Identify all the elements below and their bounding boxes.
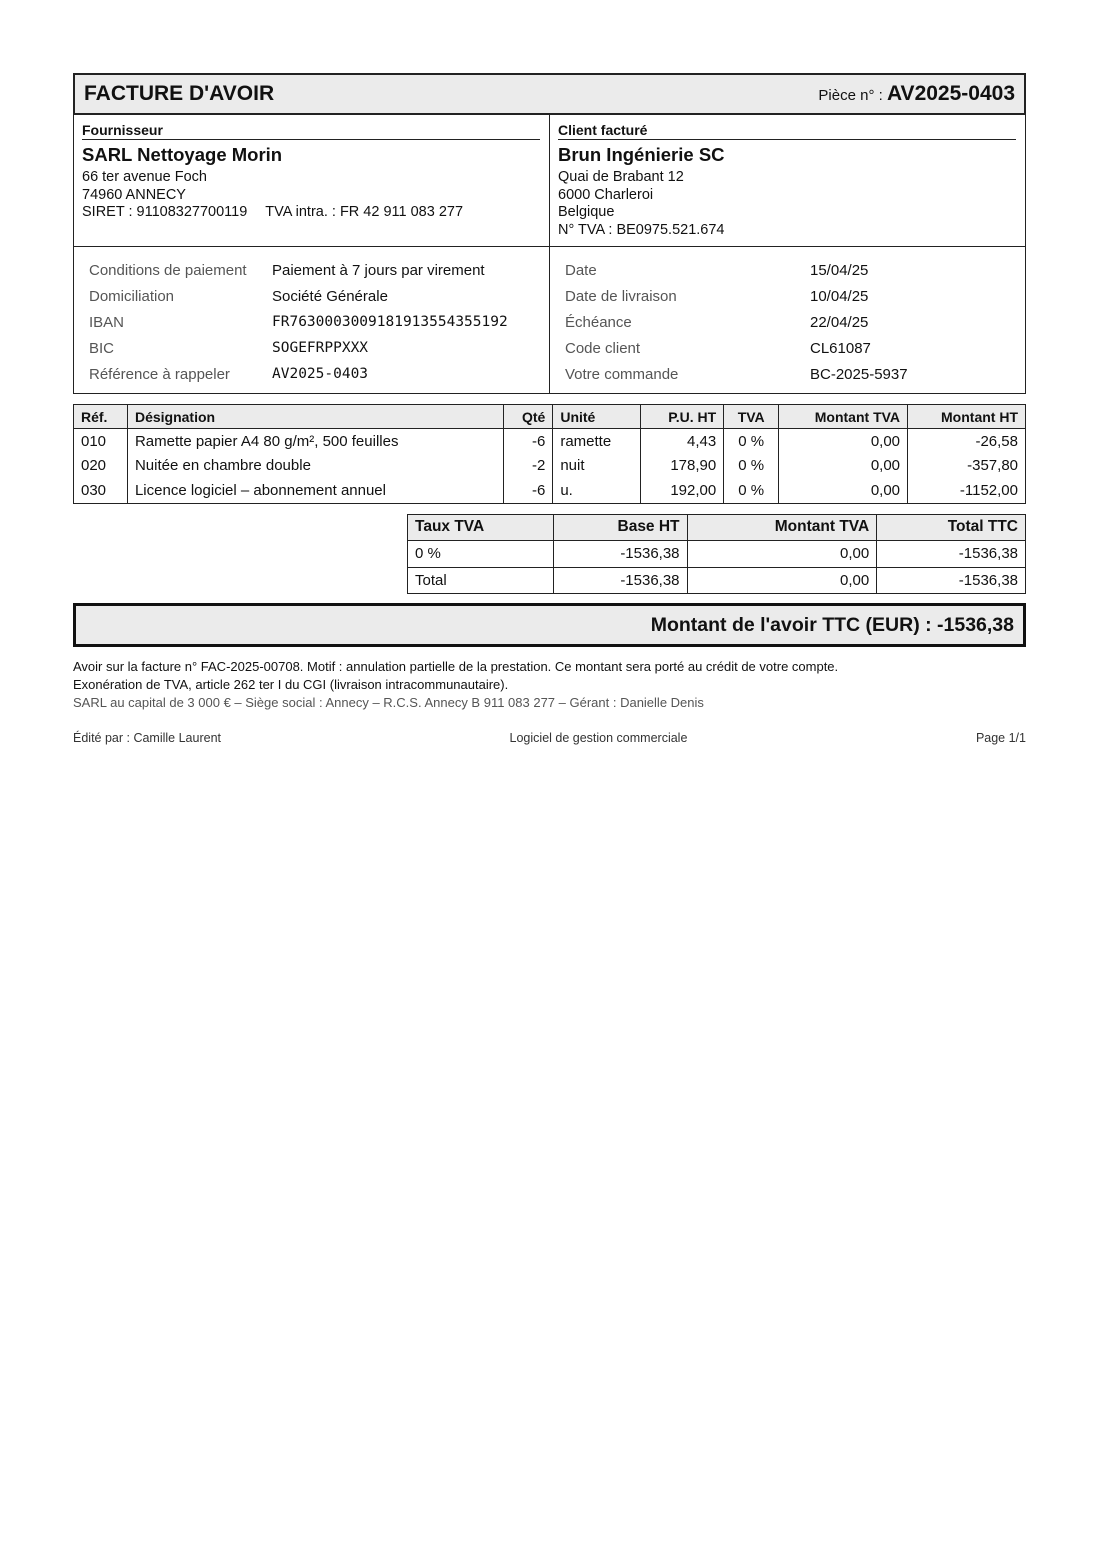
cell-tva-amount: 0,00 bbox=[687, 567, 877, 594]
cell-qty: -6 bbox=[504, 478, 553, 503]
col-amount-ht: Montant HT bbox=[908, 405, 1026, 429]
cell-tva-amount: 0,00 bbox=[779, 454, 908, 479]
totals-header-row bbox=[408, 514, 1026, 541]
piece-label: Pièce n° : bbox=[818, 87, 883, 104]
client-heading: Client facturé bbox=[558, 122, 1016, 140]
reference-value: AV2025-0403 bbox=[272, 366, 369, 382]
cell-tva-amount: 0,00 bbox=[779, 478, 908, 503]
grand-total: Montant de l'avoir TTC (EUR) : -1536,38 bbox=[650, 613, 1014, 636]
col-designation: Désignation bbox=[127, 405, 503, 429]
cell-unit: u. bbox=[553, 478, 641, 503]
payment-value: Paiement à 7 jours par virement bbox=[272, 261, 485, 279]
payment-label: Domiciliation bbox=[89, 287, 175, 305]
cell-amount-ht: -357,80 bbox=[908, 454, 1026, 479]
cell-amount-ht: -1152,00 bbox=[908, 478, 1026, 503]
title-bar bbox=[73, 73, 1026, 115]
date-value: 10/04/25 bbox=[810, 287, 869, 305]
payment-label: Référence à rappeler bbox=[89, 365, 230, 383]
cell-unit: ramette bbox=[553, 429, 641, 454]
payment-label: Conditions de paiement bbox=[89, 261, 247, 279]
date-row bbox=[565, 283, 1025, 309]
date-row bbox=[565, 309, 1025, 335]
payment-row bbox=[89, 361, 549, 387]
table-row bbox=[408, 567, 1026, 594]
notes bbox=[73, 658, 1026, 712]
cell-base-ht: -1536,38 bbox=[553, 567, 687, 594]
piece-number-block bbox=[818, 82, 1015, 106]
payment-value: Société Générale bbox=[272, 287, 388, 305]
payment-label: IBAN bbox=[89, 313, 125, 331]
table-row bbox=[74, 454, 1026, 479]
col-base-ht: Base HT bbox=[553, 514, 687, 541]
cell-tva-rate: Total bbox=[408, 567, 554, 594]
supplier-address2: 74960 ANNECY bbox=[82, 186, 186, 203]
cell-designation: Licence logiciel – abonnement annuel bbox=[127, 478, 503, 503]
parties-block bbox=[73, 115, 1026, 247]
supplier-name: SARL Nettoyage Morin bbox=[82, 144, 283, 165]
tva-summary-table bbox=[407, 514, 1026, 595]
piece-number: AV2025-0403 bbox=[886, 82, 1015, 105]
note-invoice-reference: Avoir sur la facture n° FAC-2025-00708. Motif : annulation partielle de la prestation. Ce montant sera porté au crédit de votre compte. bbox=[73, 659, 839, 674]
col-unit-price: P.U. HT bbox=[641, 405, 724, 429]
client-address1: Quai de Brabant 12 bbox=[558, 169, 684, 185]
cell-designation: Ramette papier A4 80 g/m², 500 feuilles bbox=[127, 429, 503, 454]
footer-editor: Édité par : Camille Laurent bbox=[73, 731, 221, 745]
cell-unit-price: 178,90 bbox=[641, 454, 724, 479]
supplier-ids bbox=[82, 204, 540, 222]
col-ref: Réf. bbox=[74, 405, 128, 429]
supplier-siret: SIRET : 91108327700119 bbox=[82, 204, 248, 220]
date-label: Code client bbox=[565, 339, 641, 357]
col-tva-rate: Taux TVA bbox=[408, 514, 554, 541]
col-total-ttc: Total TTC bbox=[877, 514, 1026, 541]
document-title: FACTURE D'AVOIR bbox=[84, 82, 275, 105]
cell-ref: 010 bbox=[74, 429, 128, 454]
date-value: CL61087 bbox=[810, 339, 871, 357]
cell-total-ttc: -1536,38 bbox=[877, 541, 1026, 568]
invoice-page bbox=[73, 73, 1026, 745]
cell-designation: Nuitée en chambre double bbox=[127, 454, 503, 479]
payment-row bbox=[89, 257, 549, 283]
cell-tva-amount: 0,00 bbox=[687, 541, 877, 568]
lines-table bbox=[73, 404, 1026, 504]
date-row bbox=[565, 335, 1025, 361]
cell-tva-rate: 0 % bbox=[408, 541, 554, 568]
client-country: Belgique bbox=[558, 204, 615, 220]
payment-label: BIC bbox=[89, 339, 115, 357]
date-value: 22/04/25 bbox=[810, 313, 869, 331]
date-value: BC-2025-5937 bbox=[810, 365, 908, 383]
cell-qty: -2 bbox=[504, 454, 553, 479]
cell-ref: 030 bbox=[74, 478, 128, 503]
payment-row bbox=[89, 283, 549, 309]
info-block bbox=[73, 246, 1026, 394]
table-row bbox=[74, 429, 1026, 454]
client-block bbox=[549, 115, 1025, 246]
table-row bbox=[408, 541, 1026, 568]
supplier-address1: 66 ter avenue Foch bbox=[82, 169, 207, 185]
cell-tva: 0 % bbox=[724, 429, 779, 454]
cell-qty: -6 bbox=[504, 429, 553, 454]
cell-ref: 020 bbox=[74, 454, 128, 479]
cell-unit-price: 192,00 bbox=[641, 478, 724, 503]
footer bbox=[73, 731, 1026, 745]
date-label: Votre commande bbox=[565, 365, 679, 383]
bic-value: SOGEFRPPXXX bbox=[272, 340, 369, 356]
cell-tva: 0 % bbox=[724, 478, 779, 503]
footer-software: Logiciel de gestion commerciale bbox=[509, 731, 688, 745]
cell-unit-price: 4,43 bbox=[641, 429, 724, 454]
cell-base-ht: -1536,38 bbox=[553, 541, 687, 568]
client-tva: N° TVA : BE0975.521.674 bbox=[558, 221, 725, 238]
date-label: Date bbox=[565, 261, 597, 279]
client-name: Brun Ingénierie SC bbox=[558, 144, 725, 165]
lines-header-row bbox=[74, 405, 1026, 429]
note-tva-exemption: Exonération de TVA, article 262 ter I du CGI (livraison intracommunautaire). bbox=[73, 677, 509, 692]
col-qty: Qté bbox=[504, 405, 553, 429]
note-company-legal: SARL au capital de 3 000 € – Siège social : Annecy – R.C.S. Annecy B 911 083 277 – Gérant : Danielle Denis bbox=[73, 695, 704, 710]
footer-page: Page 1/1 bbox=[975, 731, 1026, 745]
date-row bbox=[565, 361, 1025, 387]
col-tva-amount: Montant TVA bbox=[687, 514, 877, 541]
supplier-block bbox=[74, 115, 549, 246]
date-row bbox=[565, 257, 1025, 283]
supplier-tva: TVA intra. : FR 42 911 083 277 bbox=[265, 204, 464, 220]
payment-info bbox=[74, 247, 549, 393]
cell-total-ttc: -1536,38 bbox=[877, 567, 1026, 594]
client-address2: 6000 Charleroi bbox=[558, 186, 654, 203]
col-unit: Unité bbox=[553, 405, 641, 429]
cell-unit: nuit bbox=[553, 454, 641, 479]
col-tva-amount: Montant TVA bbox=[779, 405, 908, 429]
supplier-heading: Fournisseur bbox=[82, 122, 540, 140]
table-row bbox=[74, 478, 1026, 503]
cell-tva-amount: 0,00 bbox=[779, 429, 908, 454]
cell-amount-ht: -26,58 bbox=[908, 429, 1026, 454]
date-label: Date de livraison bbox=[565, 287, 677, 305]
iban-value: FR7630003009181913554355192 bbox=[272, 314, 508, 330]
dates-info bbox=[549, 247, 1025, 393]
grand-total-bar bbox=[73, 603, 1026, 647]
cell-tva: 0 % bbox=[724, 454, 779, 479]
col-tva: TVA bbox=[724, 405, 779, 429]
date-value: 15/04/25 bbox=[810, 261, 869, 279]
payment-row bbox=[89, 335, 549, 361]
payment-row bbox=[89, 309, 549, 335]
date-label: Échéance bbox=[565, 313, 632, 331]
